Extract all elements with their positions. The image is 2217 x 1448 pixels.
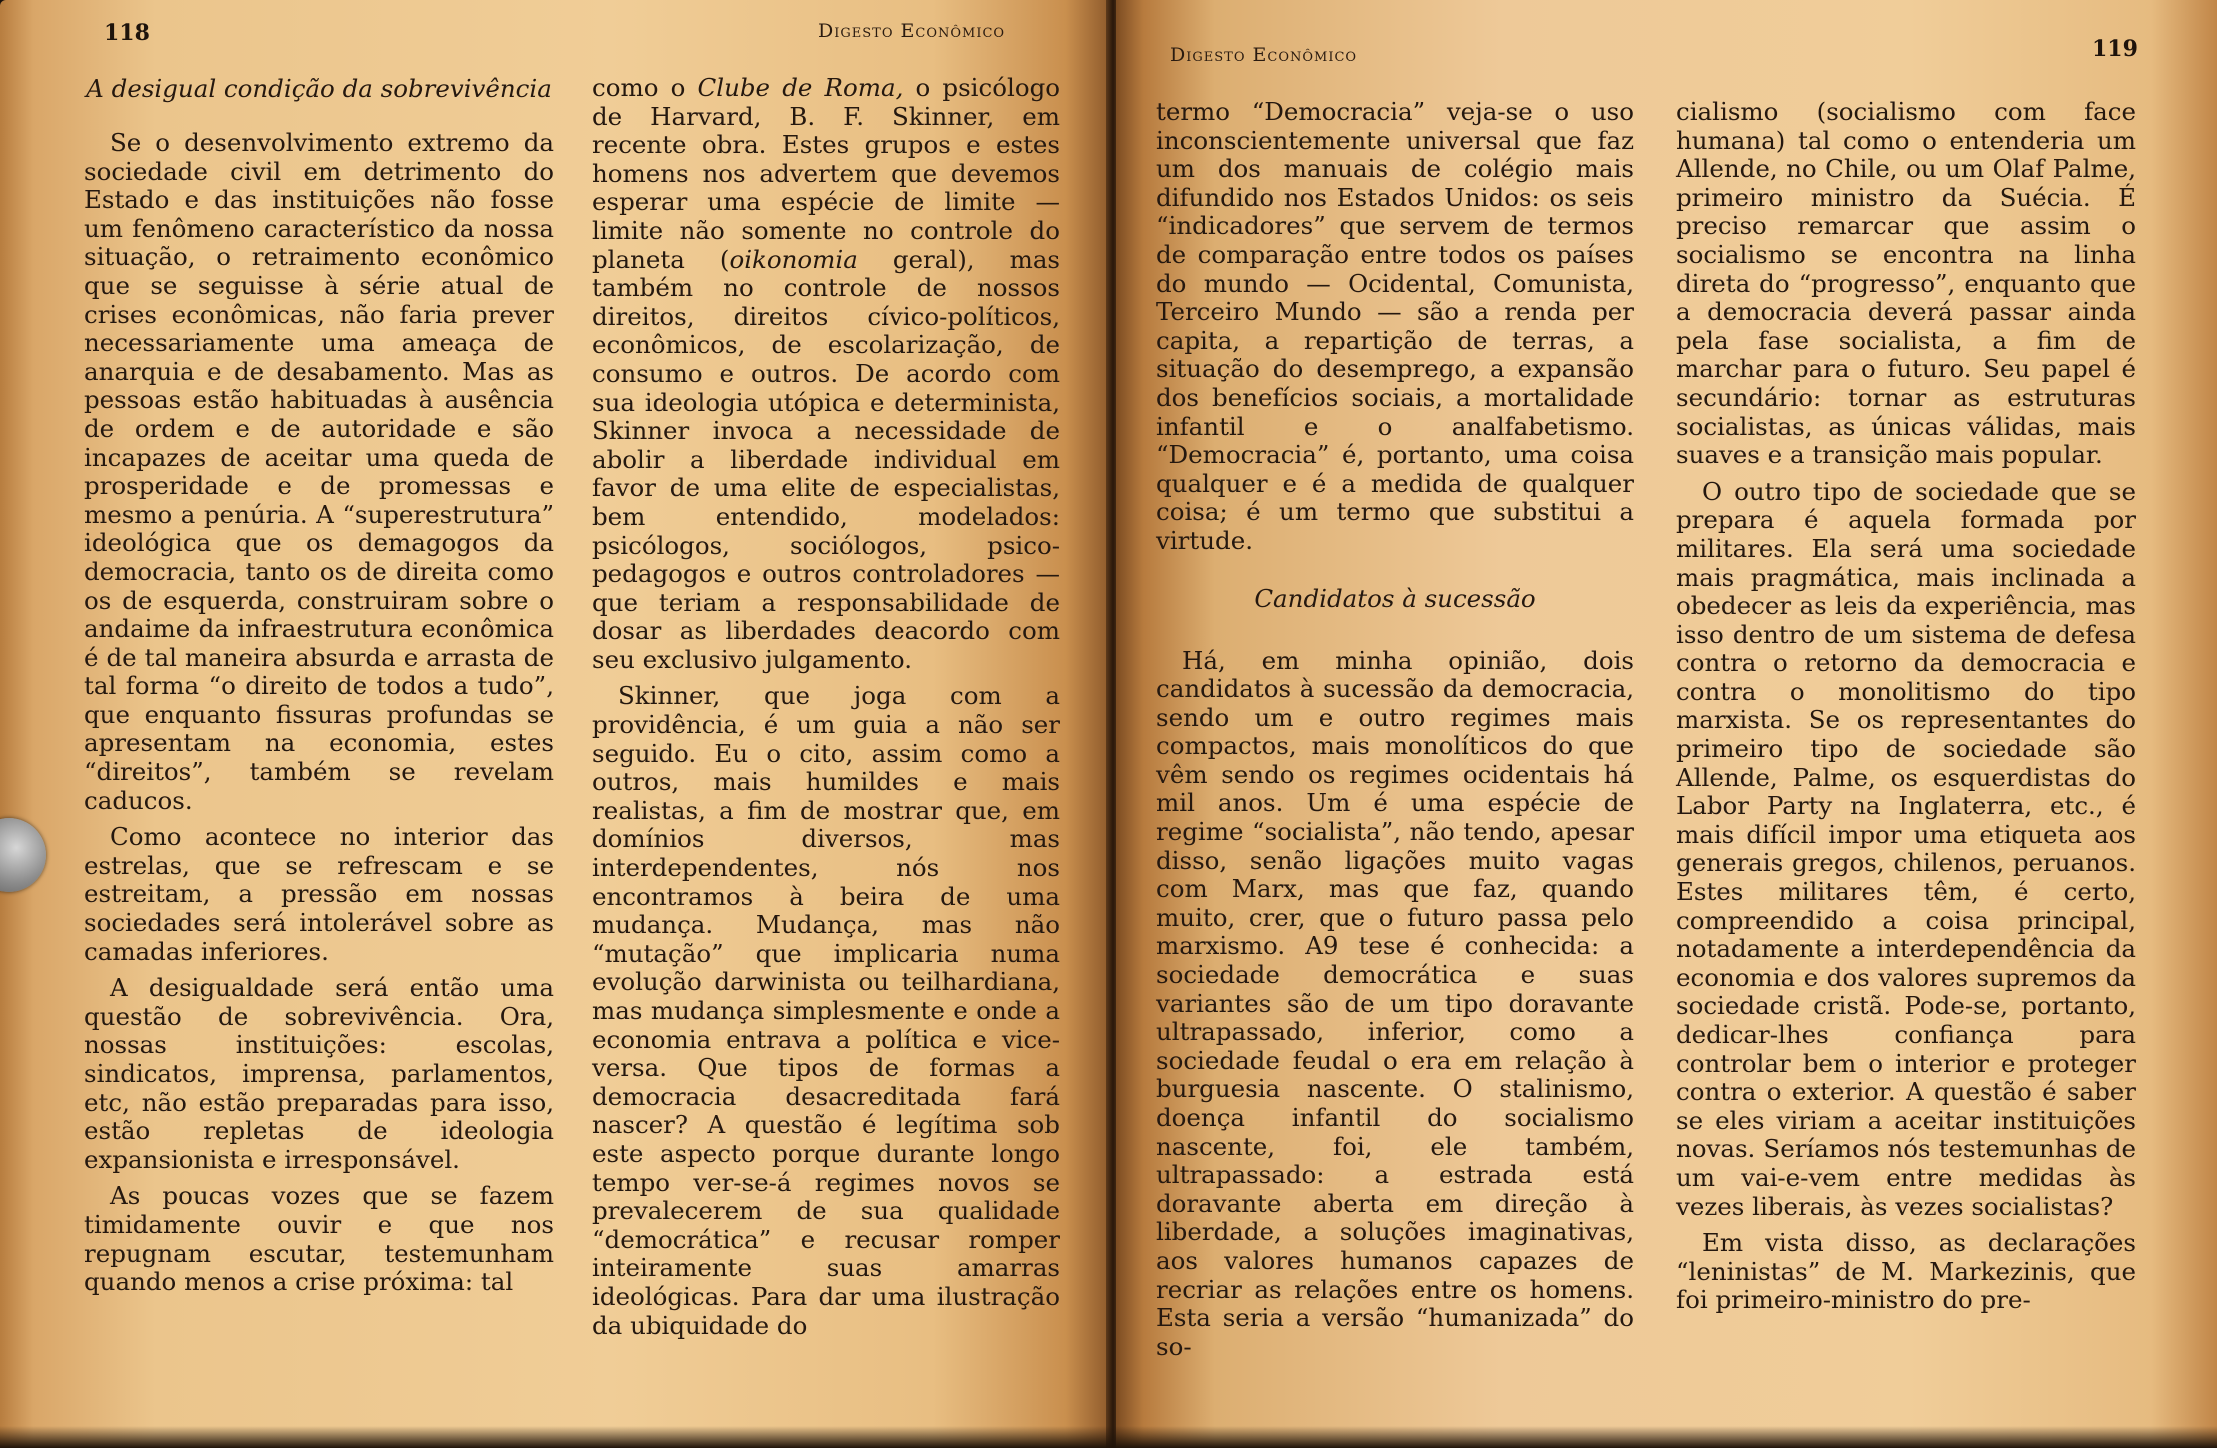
running-head: Digesto Econômico <box>1170 44 1358 66</box>
paragraph: Há, em minha opinião, dois candidatos à sucessão da democracia, sendo um e outro regimes mais compactos, mais monolíticos do que vêm sendo os regimes ocidentais há mil anos. Um é uma espécie de regime “socialista”, não tendo, apesar disso, senão ligações muito vagas com Marx, mas que faz, quando muito, crer, que o futuro passa pelo marxismo. A9 tese é conhecida: a sociedade democrática e suas variantes são de um tipo doravante ultrapassado, inferior, como a sociedade feudal o era em relação à burguesia nascente. O stalinismo, doença infantil do socialismo nascente, foi, ele também, ultrapassado: a estrada está doravante aberta em direção à liberdade, a soluções imaginativas, aos valores humanos capazes de recriar as relações entre os homens. Esta seria a versão “humanizada” do so- <box>1156 645 1634 1361</box>
paragraph: cialismo (socialismo com face humana) tal como o entenderia um Allende, no Chile, ou um Olaf Palme, primeiro ministro da Suécia. É preciso remarcar que assim o socialismo se encontra na linha direta do “progresso”, enquanto que a democracia deverá passar ainda pela fase socialista, a fim de marchar para o futuro. Seu papel é secundário: tornar as estruturas socialistas, as únicas válidas, mais suaves e a transição mais popular. <box>1676 97 2136 470</box>
italic-term: oikonomia <box>729 244 858 274</box>
left-page-column-1 <box>84 74 554 1305</box>
paragraph: Skinner, que joga com a providência, é um guia a não ser seguido. Eu o cito, assim como a outros, mais humildes e mais realistas, a fim de mostrar que, em domínios diversos, mas interdependentes, nós nos encontramos à beira de uma mudança. Mudança, mas não “mutação” que implicaria numa evolução darwinista ou teilhardiana, mas mudança simplesmente e onde a economia entrava a política e vice-versa. Que tipos de formas a democracia desacreditada fará nascer? A questão é legítima sob este aspecto porque durante longo tempo ver-se-á regimes novos se prevalecerem de sua qualidade “democrática” e recusar romper inteiramente suas amarras ideológicas. Para dar uma ilustração da ubiquidade do <box>592 681 1060 1340</box>
page-number: 118 <box>104 20 150 46</box>
paragraph: como o Clube de Roma, o psicólogo de Harvard, B. F. Skinner, em recente obra. Estes grupos e estes homens nos advertem que devemos esperar uma espécie de limite — limite não somente no controle do planeta (oikonomia geral), mas também no controle de nossos direitos, direitos cívico-políticos, econômicos, de escolarização, de consumo e outros. De acordo com sua ideologia utópica e determinista, Skinner invoca a necessidade de abolir a liberdade individual em favor de uma elite de especialistas, bem entendido, modelados: psicólogos, sociólogos, psico-pedagogos e outros controladores — que teriam a responsabilidade de dosar as liberdades deacordo com seu exclusivo julgamento. <box>592 73 1061 674</box>
page-bottom-edge <box>0 1426 2217 1448</box>
right-page <box>1116 0 2217 1448</box>
right-page-column-2 <box>1676 98 2136 1323</box>
paragraph: O outro tipo de sociedade que se prepara é aquela formada por militares. Ela será uma sociedade mais pragmática, mais inclinada a obedecer as leis da experiência, mas isso dentro de um sistema de defesa contra o retorno da democracia e contra o monolitismo do tipo marxista. Se os representantes do primeiro tipo de sociedade são Allende, Palme, os esquerdistas do Labor Party na Inglaterra, etc., é mais difícil impor uma etiqueta aos generais gregos, chilenos, peruanos. Estes militares têm, é certo, compreendido a coisa principal, notadamente a interdependência da economia e dos valores supremos da sociedade cristã. Pode-se, portanto, dedicar-lhes confiança para controlar bem o interior e proteger contra o exterior. A questão é saber se eles viriam a aceitar instituições novas. Seríamos nós testemunhas de um vai-e-vem entre medidas às vezes liberais, às vezes socialistas? <box>1676 476 2136 1221</box>
paragraph: As poucas vozes que se fazem timidamente ouvir e que nos repugnam escutar, testemunham quando menos a crise próxima: tal <box>84 1181 554 1297</box>
paragraph: Se o desenvolvimento extremo da sociedade civil em detrimento do Estado e das instituições não fosse um fenômeno característico da nossa situação, o retraimento econômico que se seguisse à série atual de crises econômicas, não faria prever necessariamente uma ameaça de anarquia e de desabamento. Mas as pessoas estão habituadas à ausência de ordem e de autoridade e são incapazes de aceitar uma queda de prosperidade e de promessas e mesmo a penúria. A “superestrutura” ideológica que os demagogos da democracia, tanto os de direita como os de esquerda, construiram sobre o andaime da infraestrutura econômica é de tal maneira absurda e arrasta de tal forma “o direito de todos a tudo”, que enquanto fissuras profundas se apresentam na economia, estes “direitos”, também se revelam caducos. <box>84 128 554 815</box>
left-page-column-2 <box>592 74 1060 1348</box>
paragraph: termo “Democracia” veja-se o uso inconscientemente universal que faz um dos manuais de colégio mais difundido nos Estados Unidos: os seis “indicadores” que servem de termos de comparação entre todos os países do mundo — Ocidental, Comunista, Terceiro Mundo — são a renda per capita, a repartição de terras, a situação do desemprego, a expansão dos benefícios sociais, a mortalidade infantil e o analfabetismo. “Democracia” é, portanto, uma coisa qualquer e é a medida de qualquer coisa; é um termo que substitui a virtude. <box>1156 97 1634 555</box>
coin-object <box>0 818 46 892</box>
section-subheading: Candidatos à sucessão <box>1254 583 1536 613</box>
running-head: Digesto Econômico <box>818 20 1006 42</box>
italic-term: Clube de Roma, <box>697 73 904 102</box>
right-page-column-1 <box>1156 98 1634 1369</box>
section-subheading: A desigual condição da sobrevivência <box>86 74 552 103</box>
paragraph: A desigualdade será então uma questão de sobrevivência. Ora, nossas instituições: escolas, sindicatos, imprensa, parlamentos, etc, não estão preparadas para isso, estão repletas de ideologia expansionista e irresponsável. <box>84 973 554 1174</box>
paragraph: Em vista disso, as declarações “leninistas” de M. Markezinis, que foi primeiro-ministro do pre- <box>1676 1228 2136 1315</box>
paragraph: Como acontece no interior das estrelas, que se refrescam e se estreitam, a pressão em nossas sociedades será intolerável sobre as camadas inferiores. <box>84 822 554 966</box>
page-number: 119 <box>2092 36 2138 62</box>
